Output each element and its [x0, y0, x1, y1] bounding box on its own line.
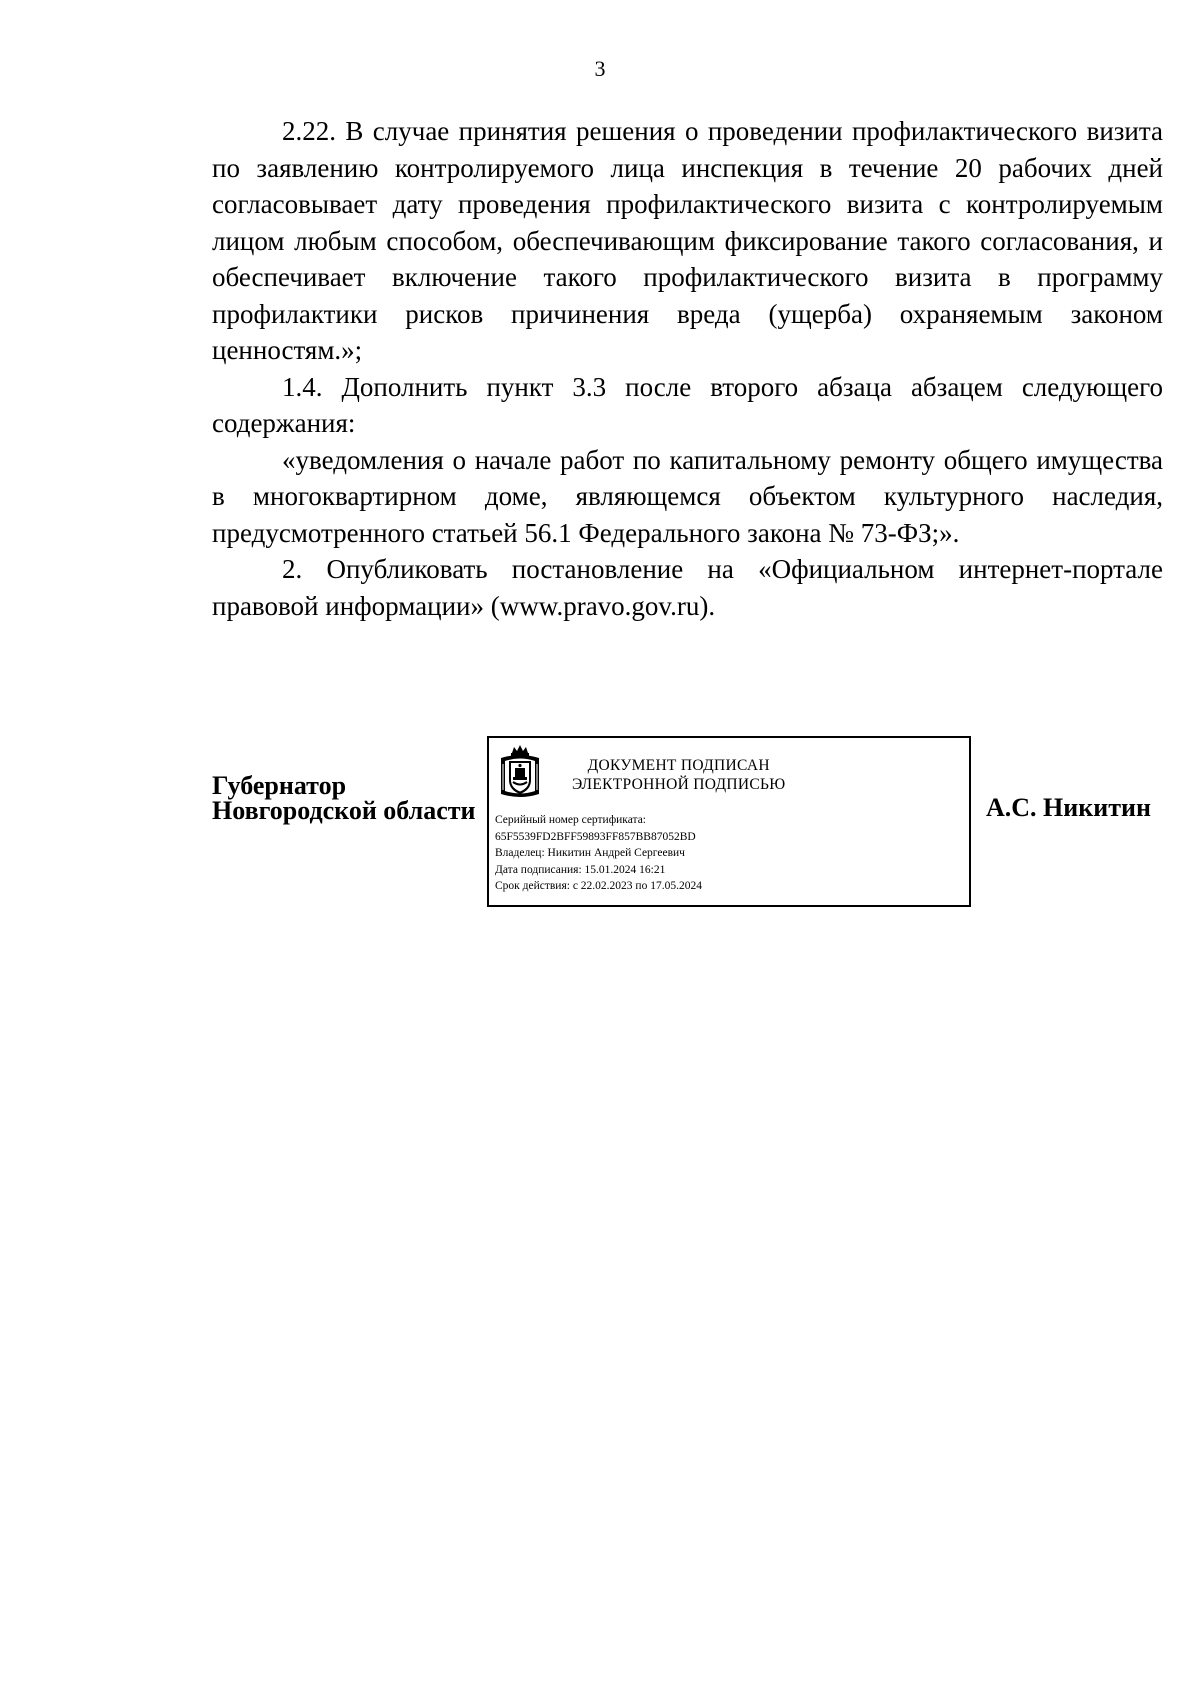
signatory-title [212, 773, 476, 823]
paragraph-publish: 2. Опубликовать постановление на «Официальном интернет-портале правовой информации» (www.pravo.gov.ru). [212, 554, 1163, 621]
coat-of-arms-icon [498, 744, 542, 800]
stamp-heading-line1: ДОКУМЕНТ ПОДПИСАН [587, 757, 770, 774]
paragraph-quoted-addition: «уведомления о начале работ по капитальному ремонту общего имущества в многоквартирном доме, являющемся объектом культурного наследия, предусмотренного статьей 56.1 Федерального закона № 73-ФЗ;». [212, 444, 1163, 548]
signing-date: Дата подписания: 15.01.2024 16:21 [495, 863, 666, 876]
signatory-title-line2: Новгородской области [212, 796, 476, 825]
stamp-details [495, 812, 702, 895]
paragraph-1-4: 1.4. Дополнить пункт 3.3 после второго абзаца абзацем следующего содержания: [212, 371, 1163, 438]
page-number: 3 [594, 56, 606, 81]
paragraph-2-22: 2.22. В случае принятия решения о проведении профилактического визита по заявлению контролируемого лица инспекция в течение 20 рабочих дней согласовывает дату проведения профилактического визита с контролируемым лицом любым способом, обеспечивающим фиксирование такого согласования, и обеспечивает включение такого профилактического визита в программу профилактики рисков причинения вреда (ущерба) охраняемым законом ценностям.»; [212, 116, 1163, 365]
signatory-name: А.С. Никитин [986, 793, 1151, 822]
certificate-label: Серийный номер сертификата: [495, 814, 646, 826]
stamp-heading [572, 756, 785, 794]
certificate-validity: Срок действия: с 22.02.2023 по 17.05.2024 [495, 880, 702, 893]
electronic-signature-stamp [487, 736, 971, 907]
certificate-owner: Владелец: Никитин Андрей Сергеевич [495, 847, 685, 860]
signatory-title-line1: Губернатор [212, 771, 347, 800]
certificate-number: 65F5539FD2BFF59893FF857BB87052BD [495, 830, 696, 843]
stamp-heading-line2: ЭЛЕКТРОННОЙ ПОДПИСЬЮ [572, 776, 786, 793]
document-body [212, 113, 1163, 624]
